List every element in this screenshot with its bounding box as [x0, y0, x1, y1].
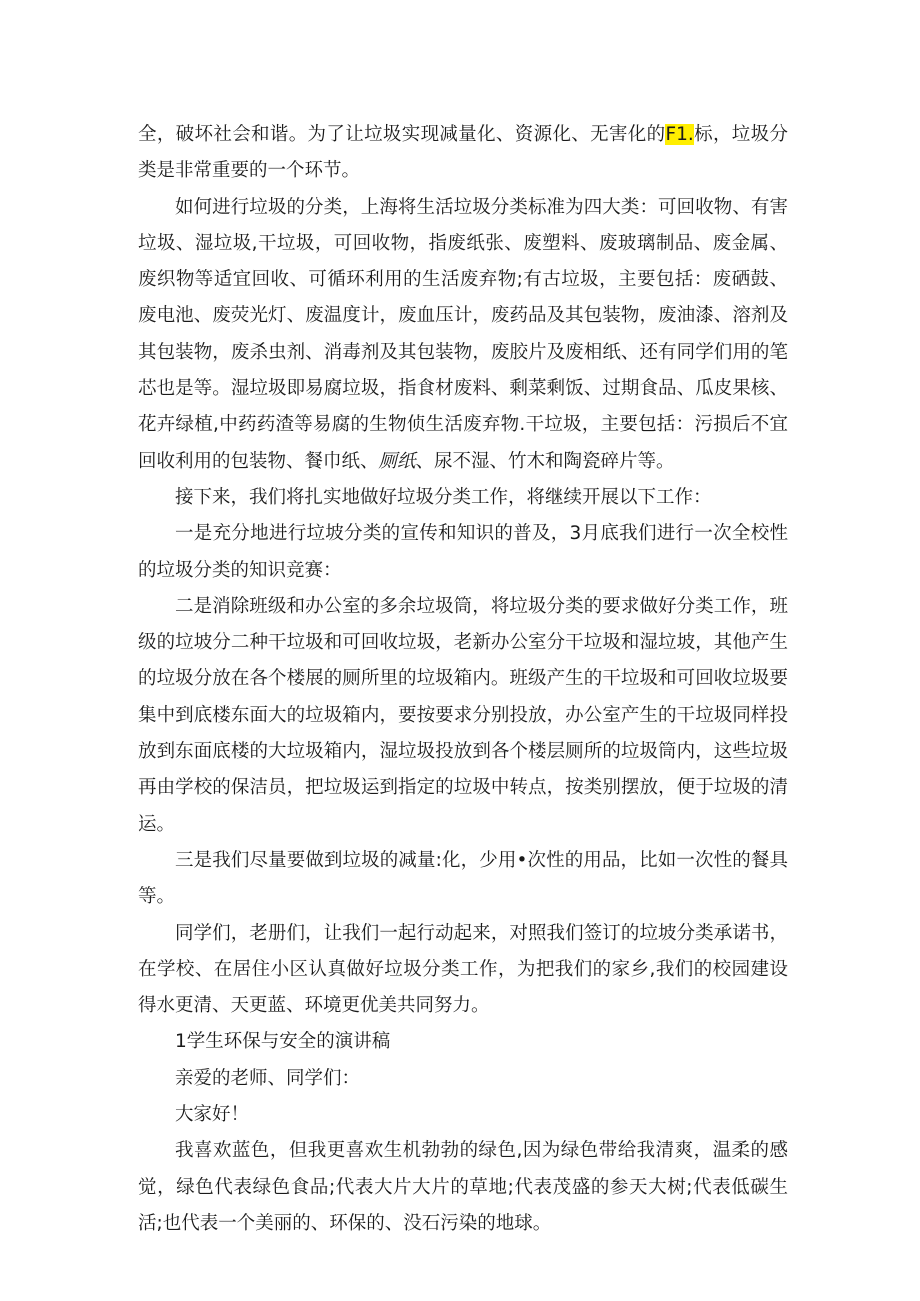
paragraph-2	[138, 190, 788, 480]
salutation: 亲爱的老师、同学们：	[175, 1067, 361, 1089]
document-body	[138, 117, 788, 1242]
paragraph-3: 接下来，我们将扎实地做好垃圾分类工作，将继续开展以下工作：	[175, 486, 712, 508]
paragraph-1-text-b: 标，垃圾分类是非常重要的一个环节。	[138, 124, 788, 182]
paragraph-5: 二是消除班级和办公室的多余垃圾筒，将垃圾分类的要求做好分类工作，班级的垃坡分二种干垃圾和可回收垃圾，老新办公室分干垃圾和湿垃坡，其他产生的垃圾分放在各个楼展的厕所里的垃圾箱内。班级产生的干垃圾和可回收垃圾要集中到底楼东面大的垃圾箱内，要按要求分别投放，办公室产生的干垃圾同样投放到东面底楼的大垃圾箱内，湿垃圾投放到各个楼层厕所的垃圾筒内，这些垃圾再由学校的保洁员，把垃圾运到指定的垃圾中转点，按类别摆放，便于垃圾的清运。	[138, 595, 788, 835]
speech-title: 1学生环保与安全的演讲稿	[175, 1031, 391, 1053]
paragraph-1	[138, 117, 788, 190]
paragraph-11: 我喜欢蓝色，但我更喜欢生机勃勃的绿色,因为绿色带给我清爽，温柔的感觉，绿色代表绿色食品;代表大片大片的草地;代表茂盛的参天大树;代表低碳生活;也代表一个美丽的、环保的、没石污染的地球。	[138, 1140, 788, 1234]
paragraph-7: 同学们，老册们，让我们一起行动起来，对照我们签订的垃坡分类承诺书，在学校、在居住小区认真做好垃圾分类工作，为把我们的家乡,我们的校园建设得水更清、天更蓝、环境更优美共同努力。	[138, 922, 788, 1017]
paragraph-1-text-a: 全，破坏社会和谐。为了让垃圾实现减量化、资源化、无害化的	[138, 124, 666, 145]
paragraph-6: 三是我们尽量要做到垃圾的减量:化，少用•次性的用品，比如一次性的餐具等。	[138, 849, 788, 908]
paragraph-4: 一是充分地进行垃坡分类的宣传和知识的普及，3月底我们进行一次全校性的垃圾分类的知识竞赛：	[138, 523, 788, 581]
greeting: 大家好！	[175, 1104, 250, 1126]
paragraph-2-text-a: 如何进行垃圾的分类，上海将生活垃圾分类标准为四大类：可回收物、有害垃圾、湿垃圾,干垃圾，可回收物，指废纸张、废塑料、废玻璃制品、废金属、废织物等适宜回收、可循环利用的生活废弃物;有古垃圾，主要包括：废硒鼓、废电池、废荧光灯、废温度计，废血压计，废药品及其包装物，废油漆、溶剂及其包装物，废杀虫剂、消毒剂及其包装物，废胶片及废相纸、还有同学们用的笔芯也是等。湿垃圾即易腐垃圾，指食材废料、剩菜剩饭、过期食品、瓜皮果核、花卉绿植,中药药渣等易腐的生物侦生活废弃物.干垃圾，主要包括：污损后不宜回收利用的包装物、餐巾纸、	[138, 196, 788, 472]
paragraph-2-text-b: 、尿不湿、竹木和陶瓷碎片等。	[415, 450, 675, 472]
italic-text: 厕纸	[378, 450, 416, 472]
highlighted-text: F1.	[665, 124, 694, 145]
